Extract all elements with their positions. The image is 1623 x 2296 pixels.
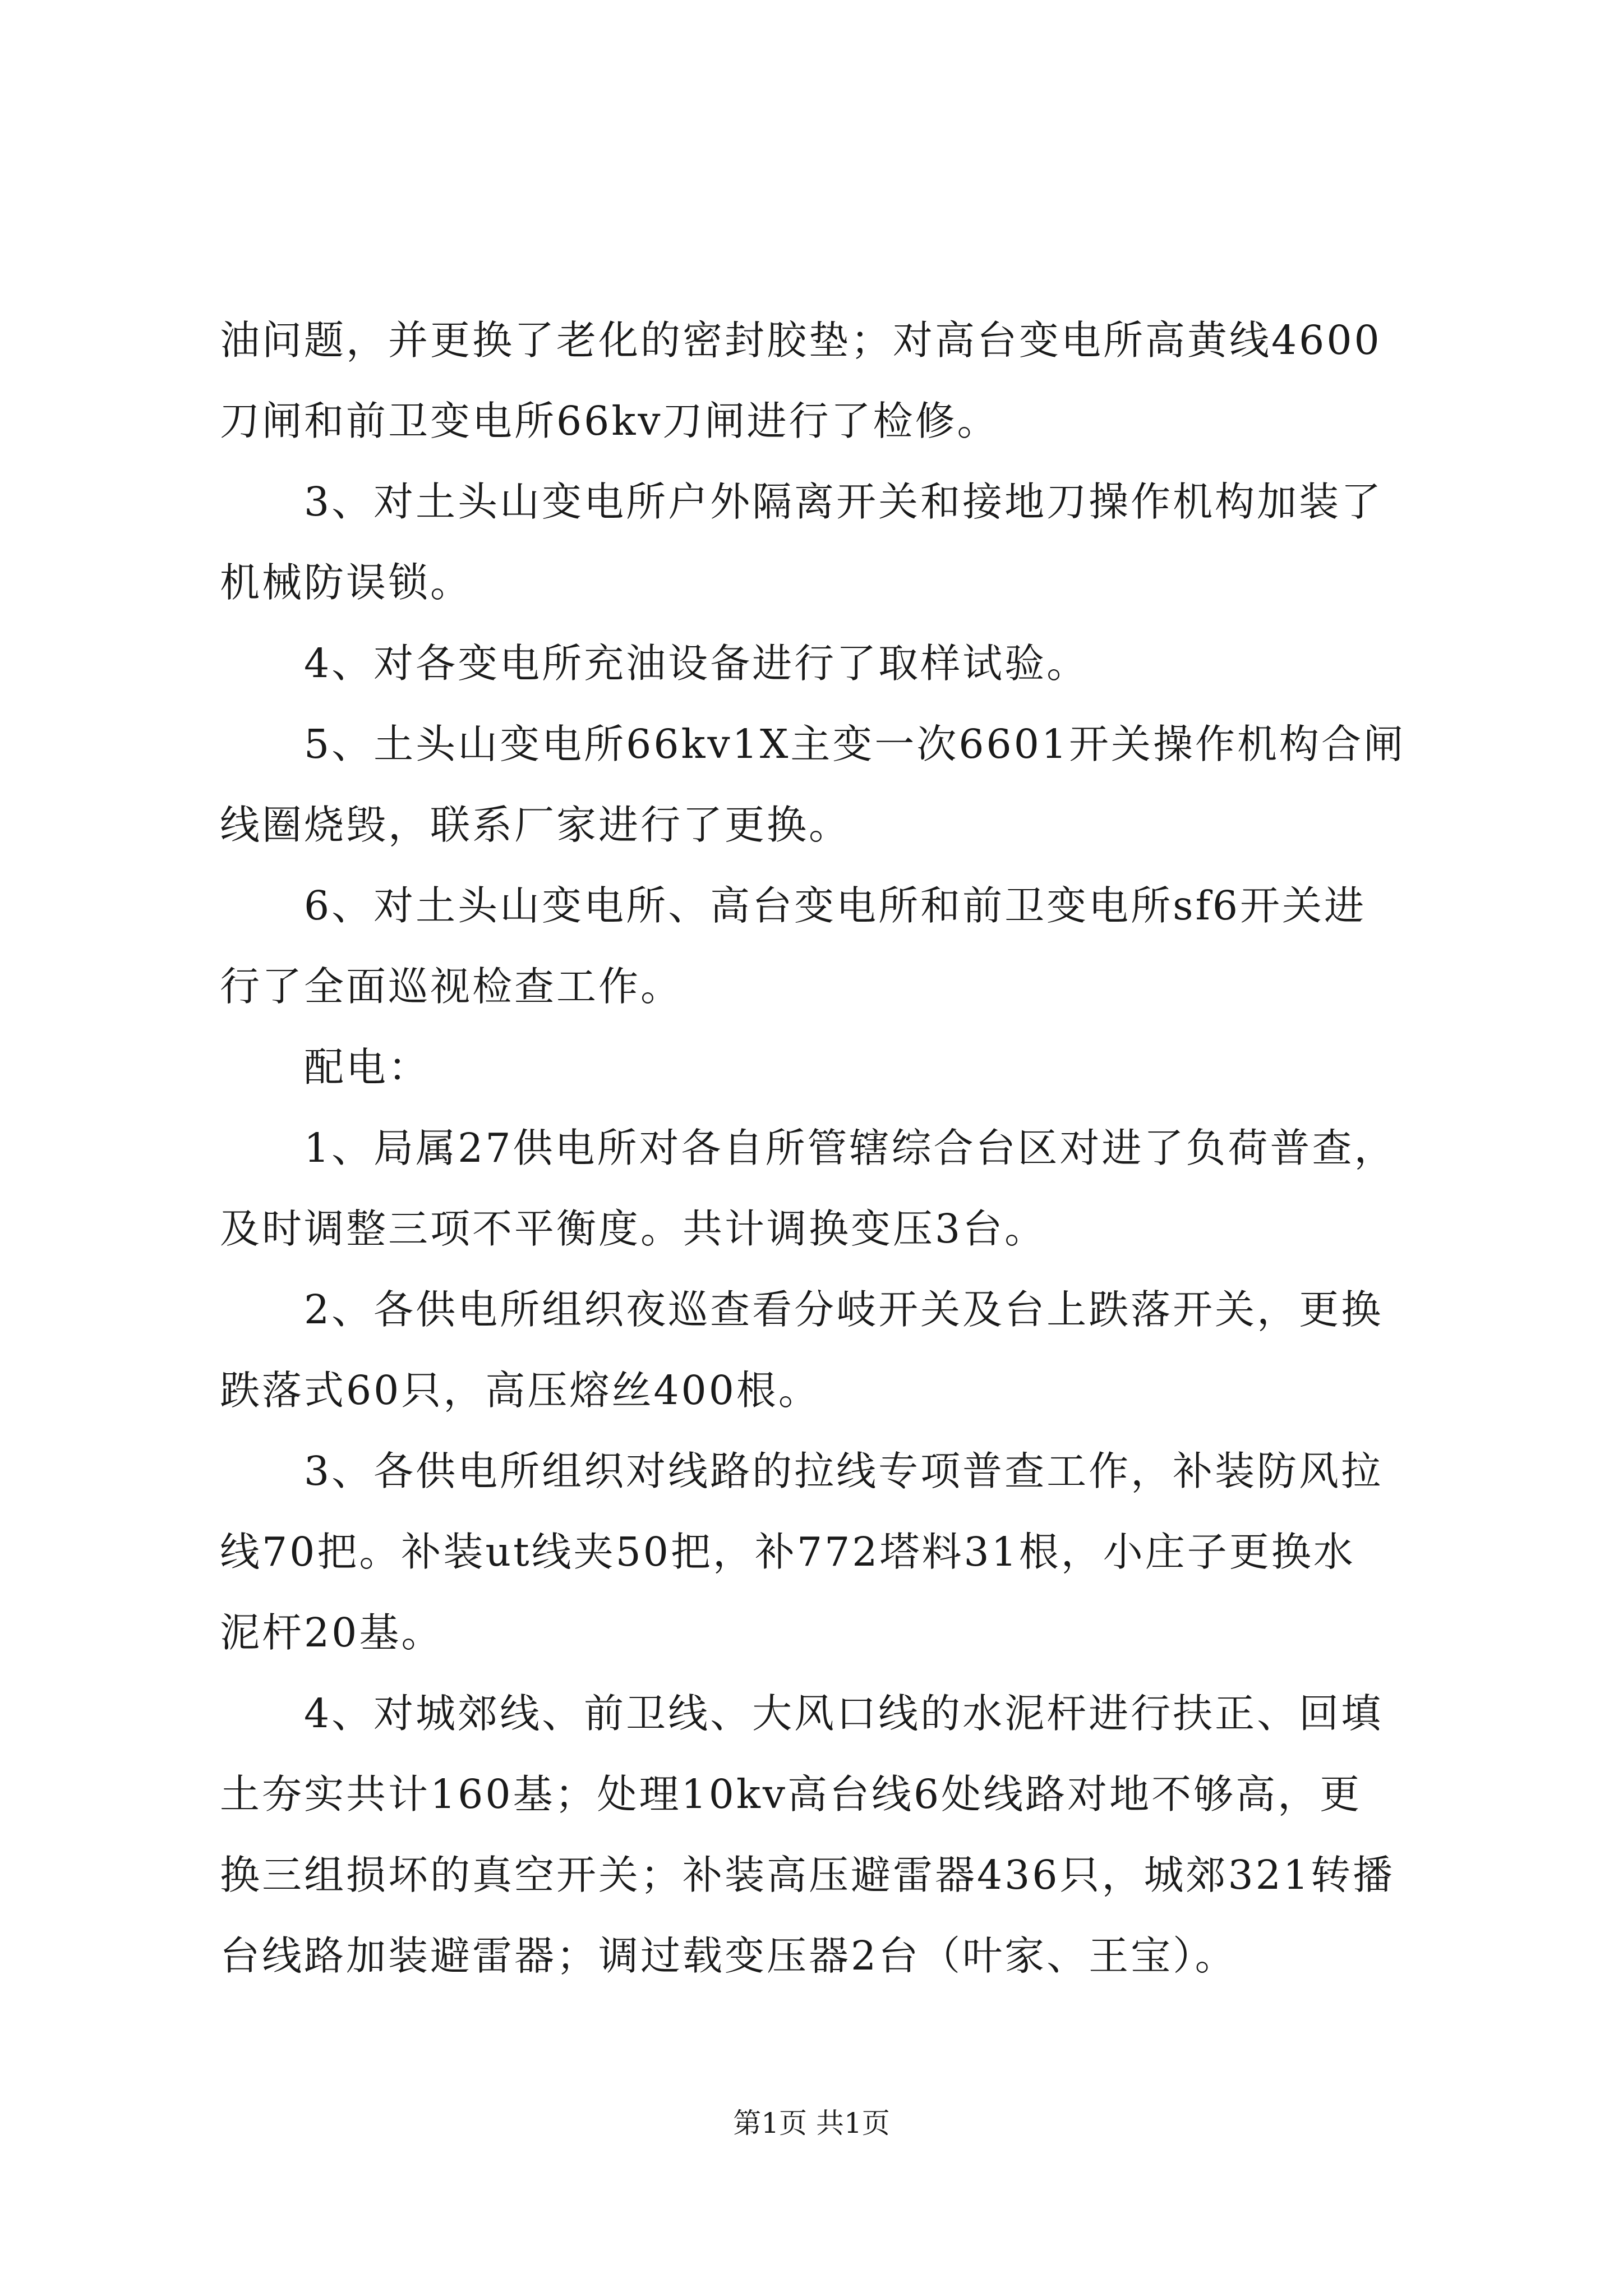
page-number: 第1页 共1页: [733, 2107, 890, 2139]
page-footer: [0, 2106, 1623, 2140]
paragraph-start: 5、土头山变电所66kv1X主变一次6601开关操作机构合闸: [304, 721, 1406, 767]
text-line: 换三组损坏的真空开关；补装高压避雷器436只，城郊321转播: [220, 1852, 1395, 1898]
text-line: 土夯实共计160基；处理10kv高台线6处线路对地不够高，更: [220, 1771, 1362, 1818]
document-body: [220, 300, 1420, 1996]
text-line: 机械防误锁。: [220, 559, 473, 606]
paragraph-start: 4、对各变电所充油设备进行了取样试验。: [304, 640, 1089, 687]
text-line: 跌落式60只，高压熔丝400根。: [220, 1367, 820, 1414]
text-line: 线70把。补装ut线夹50把，补772塔料31根，小庄子更换水: [220, 1529, 1355, 1575]
paragraph-start: 6、对土头山变电所、高台变电所和前卫变电所sf6开关进: [304, 882, 1367, 929]
text-line: 行了全面巡视检查工作。: [220, 963, 683, 1010]
paragraph-start: 3、各供电所组织对线路的拉线专项普查工作，补装防风拉: [304, 1448, 1384, 1494]
section-heading: 配电：: [304, 1044, 431, 1091]
paragraph-start: 1、局属27供电所对各自所管辖综合台区对进了负荷普查，: [304, 1125, 1396, 1171]
paragraph-start: 4、对城郊线、前卫线、大风口线的水泥杆进行扶正、回填: [304, 1690, 1384, 1737]
text-line: 台线路加装避雷器；调过载变压器2台（叶家、王宝）。: [220, 1932, 1237, 1979]
text-line: 线圈烧毁，联系厂家进行了更换。: [220, 802, 851, 848]
text-line: 及时调整三项不平衡度。共计调换变压3台。: [220, 1205, 1047, 1252]
paragraph-start: 3、对土头山变电所户外隔离开关和接地刀操作机构加装了: [304, 478, 1384, 525]
text-line: 油问题，并更换了老化的密封胶垫；对高台变电所高黄线4600: [220, 317, 1382, 364]
paragraph-start: 2、各供电所组织夜巡查看分岐开关及台上跌落开关，更换: [304, 1286, 1384, 1333]
text-line: 泥杆20基。: [220, 1609, 444, 1656]
text-line: 刀闸和前卫变电所66kv刀闸进行了检修。: [220, 398, 999, 444]
